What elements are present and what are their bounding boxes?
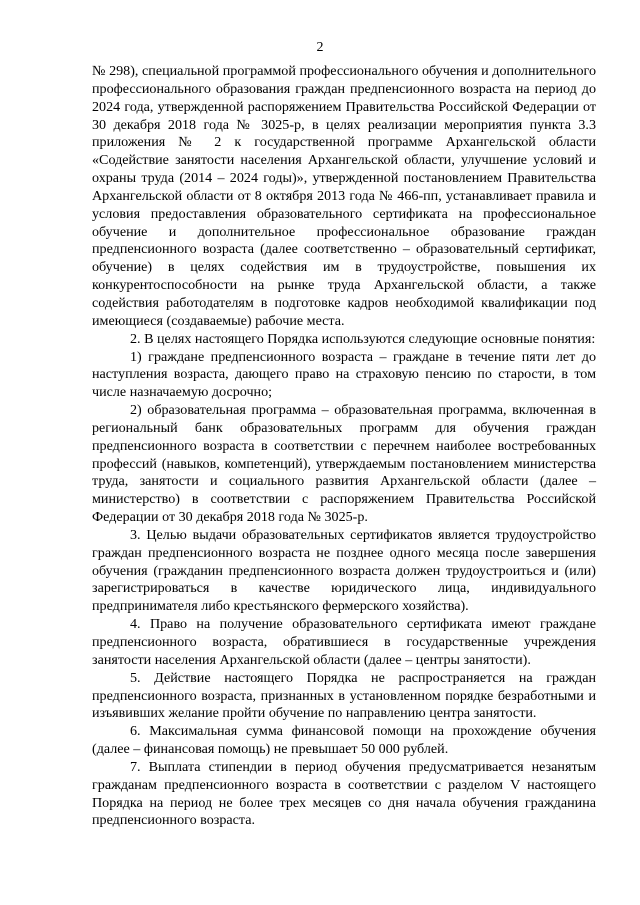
paragraph-2-item-1: 1) граждане предпенсионного возраста – граждане в течение пяти лет до наступления возраста, дающего право на страховую пенсию по старости, в том числе назначаемую досрочно;: [92, 348, 596, 401]
paragraph-continuation: № 298), специальной программой профессионального обучения и дополнительного профессионального образования граждан предпенсионного возраста на период до 2024 года, утвержденной распоряжением Правительства Российской Федерации от 30 декабря 2018 года № 3025-р, в целях реализации мероприятия пункта 3.3 приложения № 2 к государственной программе Архангельской области «Содействие занятости населения Архангельской области, улучшение условий и охраны труда (2014 – 2024 годы)», утвержденной постановлением Правительства Архангельской области от 8 октября 2013 года № 466-пп, устанавливает правила и условия предоставления образовательного сертификата на профессиональное обучение и дополнительное профессиональное образование граждан предпенсионного возраста (далее соответственно – образовательный сертификат, обучение) в целях содействия им в трудоустройстве, повышения их конкурентоспособности на рынке труда Архангельской области, а также содействия работодателям в подготовке кадров необходимой квалификации под имеющиеся (создаваемые) рабочие места.: [92, 63, 596, 329]
paragraph-5: 5. Действие настоящего Порядка не распространяется на граждан предпенсионного возраста, признанных в установленном порядке безработными и изъявивших желание пройти обучение по направлению центра занятости.: [92, 669, 596, 722]
paragraph-3: 3. Целью выдачи образовательных сертификатов является трудоустройство граждан предпенсионного возраста не позднее одного месяца после завершения обучения (гражданин предпенсионного возраста должен трудоустроиться и (или) зарегистрироваться в качестве юридического лица, индивидуального предпринимателя либо крестьянского фермерского хозяйства).: [92, 526, 596, 615]
paragraph-2-definitions-intro: 2. В целях настоящего Порядка используются следующие основные понятия:: [130, 330, 596, 347]
paragraph-6: 6. Максимальная сумма финансовой помощи на прохождение обучения (далее – финансовая помощь) не превышает 50 000 рублей.: [92, 723, 596, 758]
paragraph-4: 4. Право на получение образовательного сертификата имеют граждане предпенсионного возраста, обратившиеся в государственные учреждения занятости населения Архангельской области (далее – центры занятости).: [92, 616, 596, 668]
paragraph-7: 7. Выплата стипендии в период обучения предусматривается незанятым гражданам предпенсионного возраста в соответствии с разделом V настоящего Порядка на период не более трех месяцев со дня начала обучения гражданина предпенсионного возраста.: [92, 758, 596, 829]
paragraph-2-item-2: 2) образовательная программа – образовательная программа, включенная в региональный банк образовательных программ для обучения граждан предпенсионного возраста в соответствии с перечнем наиболее востребованных профессий (навыков, компетенций), утверждаемым постановлением министерства труда, занятости и социального развития Архангельской области (далее – министерство) в соответствии с распоряжением Правительства Российской Федерации от 30 декабря 2018 года № 3025-р.: [92, 402, 596, 526]
document-body: [92, 63, 596, 830]
page-number: 2: [316, 40, 324, 55]
